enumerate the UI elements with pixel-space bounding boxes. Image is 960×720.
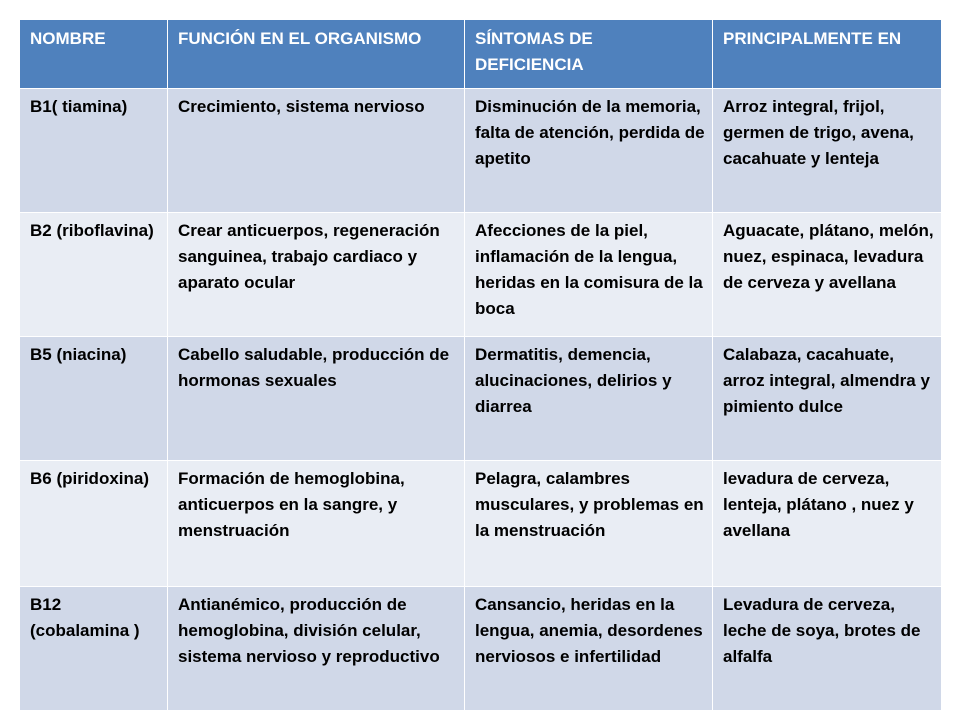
cell-sintomas: Disminución de la memoria, falta de atención, perdida de apetito bbox=[465, 89, 713, 213]
table-header-row bbox=[20, 20, 942, 89]
cell-sintomas: Pelagra, calambres musculares, y problemas en la menstruación bbox=[465, 461, 713, 587]
cell-nombre: B2 (riboflavina) bbox=[20, 213, 168, 337]
table-row bbox=[20, 337, 942, 461]
vitamin-table bbox=[19, 19, 942, 711]
table-row bbox=[20, 89, 942, 213]
cell-funcion: Formación de hemoglobina, anticuerpos en la sangre, y menstruación bbox=[168, 461, 465, 587]
header-principalmente: PRINCIPALMENTE EN bbox=[713, 20, 942, 89]
cell-nombre: B12 (cobalamina ) bbox=[20, 587, 168, 711]
cell-fuentes: Aguacate, plátano, melón, nuez, espinaca, levadura de cerveza y avellana bbox=[713, 213, 942, 337]
cell-fuentes: Calabaza, cacahuate, arroz integral, almendra y pimiento dulce bbox=[713, 337, 942, 461]
cell-fuentes: Levadura de cerveza, leche de soya, brotes de alfalfa bbox=[713, 587, 942, 711]
cell-sintomas: Dermatitis, demencia, alucinaciones, delirios y diarrea bbox=[465, 337, 713, 461]
header-sintomas: SÍNTOMAS DE DEFICIENCIA bbox=[465, 20, 713, 89]
cell-funcion: Antianémico, producción de hemoglobina, división celular, sistema nervioso y reproductivo bbox=[168, 587, 465, 711]
table-row bbox=[20, 461, 942, 587]
cell-sintomas: Cansancio, heridas en la lengua, anemia, desordenes nerviosos e infertilidad bbox=[465, 587, 713, 711]
cell-funcion: Cabello saludable, producción de hormonas sexuales bbox=[168, 337, 465, 461]
table-row bbox=[20, 213, 942, 337]
table-row bbox=[20, 587, 942, 711]
header-funcion: FUNCIÓN EN EL ORGANISMO bbox=[168, 20, 465, 89]
cell-nombre: B1( tiamina) bbox=[20, 89, 168, 213]
cell-funcion: Crecimiento, sistema nervioso bbox=[168, 89, 465, 213]
cell-funcion: Crear anticuerpos, regeneración sanguinea, trabajo cardiaco y aparato ocular bbox=[168, 213, 465, 337]
cell-nombre: B5 (niacina) bbox=[20, 337, 168, 461]
cell-sintomas: Afecciones de la piel, inflamación de la lengua, heridas en la comisura de la boca bbox=[465, 213, 713, 337]
header-nombre: NOMBRE bbox=[20, 20, 168, 89]
cell-nombre: B6 (piridoxina) bbox=[20, 461, 168, 587]
cell-fuentes: levadura de cerveza, lenteja, plátano , nuez y avellana bbox=[713, 461, 942, 587]
cell-fuentes: Arroz integral, frijol, germen de trigo, avena, cacahuate y lenteja bbox=[713, 89, 942, 213]
